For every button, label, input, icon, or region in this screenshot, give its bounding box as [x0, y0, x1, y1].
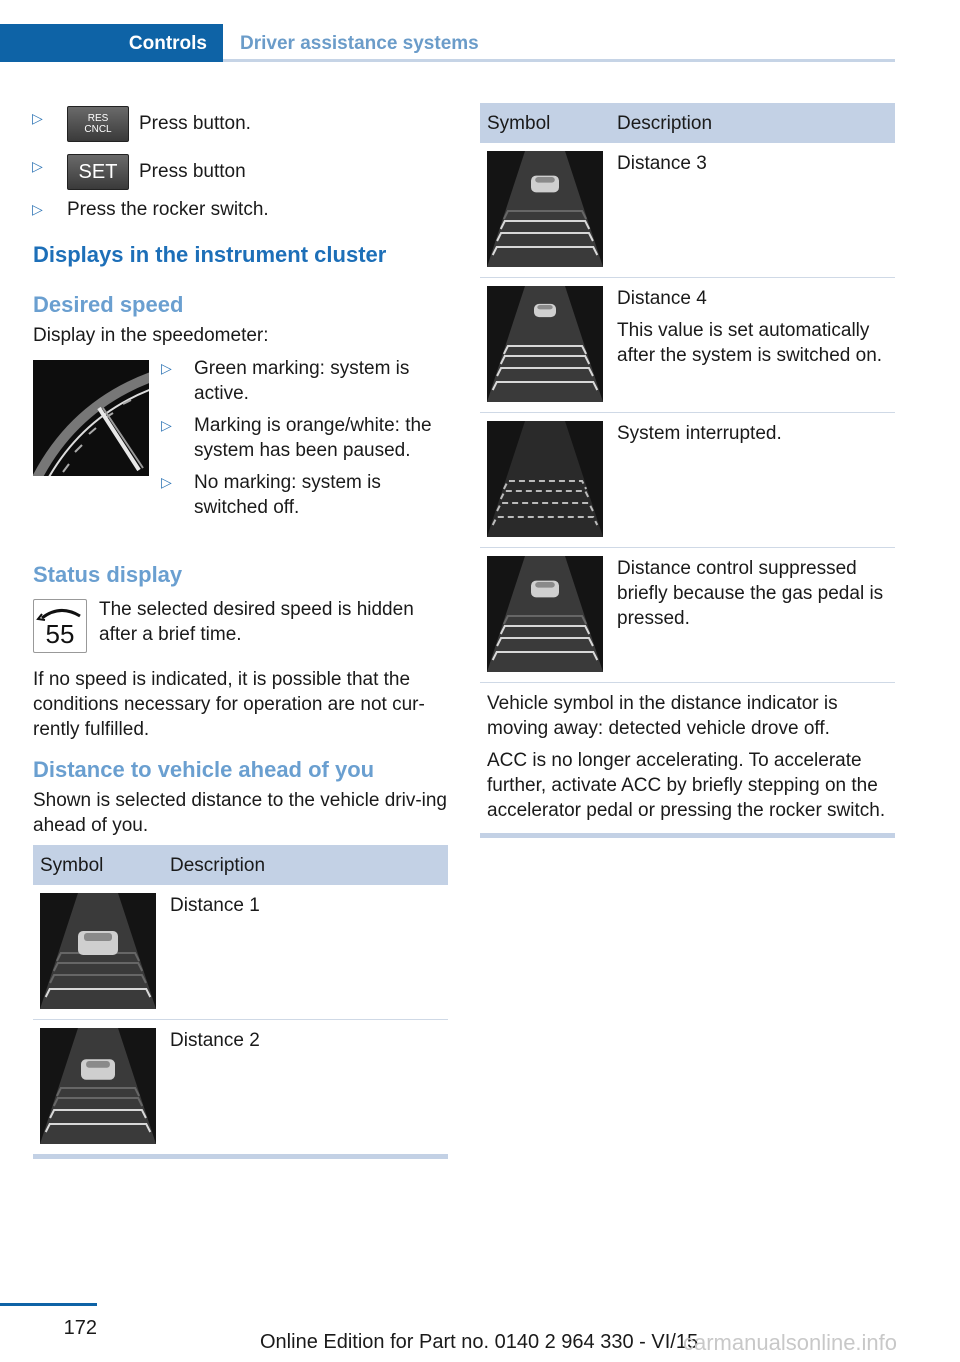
row-description-detail: This value is set automatically after the system is switched on.	[617, 320, 883, 366]
desired-speed-intro: Display in the speedometer:	[33, 325, 269, 346]
distance-4-icon	[487, 286, 603, 402]
row-description: Distance 1	[170, 895, 260, 916]
header-section-tab[interactable]: Controls	[0, 24, 223, 62]
speedometer-image	[33, 360, 149, 476]
distance-3-icon	[487, 151, 603, 267]
speedometer-block	[33, 356, 448, 527]
distance-intro: Shown is selected distance to the vehicle driv-ing ahead of you.	[33, 790, 448, 836]
distance-suppressed-icon	[487, 556, 603, 672]
triangle-bullet-icon: ▷	[161, 360, 172, 376]
list-item	[161, 356, 448, 406]
page-header	[0, 24, 895, 62]
table-header-row	[33, 845, 448, 885]
distance-table-left	[33, 845, 448, 1154]
triangle-bullet-icon: ▷	[161, 417, 172, 433]
distance-table-right	[480, 103, 895, 833]
watermark-text: carmanualsonline.info	[683, 1330, 898, 1355]
triangle-bullet-icon: ▷	[32, 201, 43, 217]
table-end-rule	[33, 1154, 448, 1159]
triangle-bullet-icon: ▷	[32, 110, 43, 126]
row-description: Distance 2	[170, 1030, 260, 1051]
table-note: Vehicle symbol in the distance indicator is moving away: detected vehicle drove off.	[487, 693, 838, 739]
list-item	[161, 413, 448, 463]
table-row	[33, 885, 448, 1020]
column-header-symbol: Symbol	[33, 845, 163, 885]
table-row	[33, 1020, 448, 1155]
bullet-text: Press the rocker switch.	[67, 199, 269, 220]
table-end-rule	[480, 833, 895, 838]
column-header-symbol: Symbol	[480, 103, 610, 143]
bullet-text: Green marking: system is active.	[194, 358, 410, 404]
right-column	[480, 103, 895, 838]
row-description: Distance control suppressed briefly because the gas pedal is pressed.	[617, 558, 884, 629]
status-display-note: If no speed is indicated, it is possible that the conditions necessary for operation are not cur-rently fulfilled.	[33, 669, 425, 740]
table-row	[480, 548, 895, 683]
list-item	[33, 197, 448, 222]
subheading-desired-speed: Desired speed	[33, 292, 184, 317]
row-description: Distance 3	[617, 153, 707, 174]
footer-rule	[0, 1303, 97, 1306]
table-row	[480, 143, 895, 278]
system-interrupted-icon	[487, 421, 603, 537]
res-cncl-button-icon: RES CNCL	[67, 106, 129, 142]
subheading-distance: Distance to vehicle ahead of you	[33, 757, 375, 782]
subheading-status-display: Status display	[33, 562, 183, 587]
status-display-text: The selected desired speed is hidden after a brief time.	[99, 599, 414, 645]
desired-speed-list	[161, 356, 448, 527]
distance-2-icon	[40, 1028, 156, 1144]
triangle-bullet-icon: ▷	[161, 474, 172, 490]
section-heading-displays: Displays in the instrument cluster	[33, 242, 387, 267]
distance-1-icon	[40, 893, 156, 1009]
header-chapter-tab[interactable]: Driver assistance systems	[240, 32, 479, 54]
edition-text: Online Edition for Part no. 0140 2 964 330 - VI/15	[260, 1331, 699, 1353]
list-item	[33, 106, 448, 142]
table-header-row	[480, 103, 895, 143]
bullet-text: Marking is orange/white: the system has been paused.	[194, 415, 432, 461]
bullet-text: Press button	[139, 161, 246, 183]
table-row	[480, 683, 895, 834]
table-row	[480, 278, 895, 413]
bullet-text: No marking: system is switched off.	[194, 472, 381, 518]
bullet-text: Press button.	[139, 113, 251, 135]
table-row	[480, 413, 895, 548]
left-column	[33, 100, 448, 1159]
table-note: ACC is no longer accelerating. To accelerate further, activate ACC by briefly stepping on the accelerator pedal or pressing the rocker switch.	[487, 750, 886, 821]
column-header-description: Description	[610, 103, 895, 143]
list-item	[33, 154, 448, 190]
speed-limit-status-icon	[33, 599, 87, 653]
status-display-block	[33, 597, 448, 653]
triangle-bullet-icon: ▷	[32, 158, 43, 174]
column-header-description: Description	[163, 845, 448, 885]
list-item	[161, 470, 448, 520]
status-icon-number: 55	[45, 619, 75, 649]
row-description: Distance 4	[617, 288, 707, 309]
top-bullet-list	[33, 106, 448, 222]
page-number: 172	[63, 1317, 97, 1339]
row-description: System interrupted.	[617, 423, 782, 444]
header-divider	[223, 59, 895, 62]
set-button-icon: SET	[67, 154, 129, 190]
